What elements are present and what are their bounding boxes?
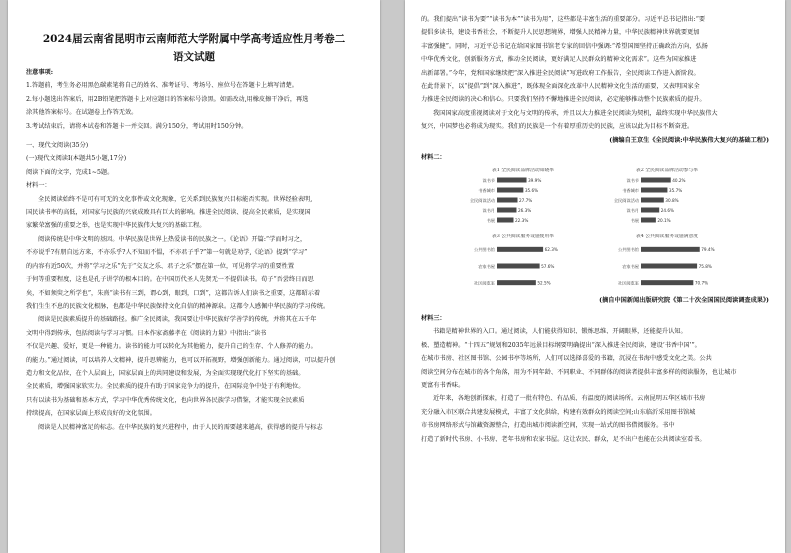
category-label: 书香城市 (478, 188, 495, 194)
exam-subtitle: 语文试题 (173, 51, 215, 63)
data-label: 22.3% (515, 218, 529, 224)
category-label: 读书月 (626, 208, 639, 214)
text-line: 阅读是民族素质提升的基础路径。推广全民阅读，我国要让中华民族好学善学的传统，并将其在五千年 (38, 316, 317, 324)
notice-line: 涂其他答案标号。在试题卷上作答无效。 (26, 109, 138, 117)
chart-2-svg (601, 175, 733, 225)
text-line: 在此背景下，以“提倡”到“深入推进”，既体现全面深化改革中人民精神文化生活的需要，又表明国家全 (421, 83, 700, 91)
exam-title: 2024届云南省昆明市云南师范大学附属中学高考适应性月考卷二 (42, 33, 346, 45)
bar (497, 198, 517, 203)
bar (497, 281, 536, 286)
chart-4 (601, 234, 733, 292)
chart-3-svg (457, 241, 589, 291)
notice-line: 1.答题前，考生务必用黑色碳素笔将自己的姓名、准考证号、考场号、座位号在答题卡上填写清楚。 (26, 82, 298, 90)
category-label: 公共图书馆 (474, 247, 495, 253)
bar (497, 188, 523, 193)
text-line: 力推进全民阅读的决心和信心。只要我们坚持不懈地推进全民阅读，必定能够推动整个民族素质的提升。 (421, 96, 706, 104)
category-label: 公共图书馆 (618, 247, 639, 253)
text-line: 阅读是人民精神富足的标志。在中华民族的复兴进程中，由于人民的需要越来越高，获得感的提升与标志 (38, 423, 323, 431)
text-line: 的能力。”通过阅读，可以培养人文精神，提升思辨能力，也可以开拓视野，增强创新能力。通过阅读，可以提升创 (26, 356, 336, 364)
data-label: 70.7% (694, 281, 709, 287)
text-line: 文明中得到传承，包括阅读与学习习惯。日本作家斋藤孝在《阅读的力量》中指出:“读书 (26, 329, 267, 337)
material-one-label: 材料一： (26, 182, 51, 190)
text-line: 我国国家高度重视阅读对于文化与文明的传承，并且以大力推进全民阅读为契机，最终实现中华民族伟大 (433, 109, 718, 117)
exam-page-one (8, 0, 380, 553)
text-line: 的内容有近50次，并将“学习之乐”先于“交友之乐、君子之乐”摆在第一位，可见将学习的重要性置 (26, 262, 295, 270)
category-label: 全民阅读活动 (469, 198, 495, 204)
text-line: 不亦说乎?有朋自远方来，不亦乐乎?人不知而不愠，不亦君子乎?”第一句就是劝学,《论语》提到“学习” (26, 249, 308, 257)
data-label: 26.3% (517, 208, 532, 214)
text-line: 国民读书率的高低，对国家与民族的兴衰成败具有巨大的影响。推进全民阅读、提高全民素质，是实现国 (26, 209, 311, 217)
category-label: 书展 (630, 218, 639, 224)
text-line: 于何等重要程度，这也是孔子讲学的根本目的。在中国历代圣人先贤无一不提倡读书。荀子“吾尝终日而思 (26, 276, 314, 284)
chart-title: 表1 全民阅读品牌活动知晓率 (491, 168, 555, 174)
text-line: 全民素质，增强国家软实力。全民素质的提升有助于国家竞争力的提升，在国际竞争中处于有利地位。 (26, 383, 305, 391)
text-line: 丰富强健”。同时，习近平总书记在给国家图书馆老专家的回信中强调:“希望国图坚持正确政治方向，弘扬 (421, 42, 708, 50)
chart-title: 表2 全民阅读品牌活动参与率 (635, 168, 699, 174)
category-label: 全民阅读活动 (613, 198, 639, 204)
data-label: 35.7% (668, 188, 683, 194)
text-line: 持续提高，在国家层面上形成良好的文化氛围。 (26, 410, 156, 418)
text-line: 全民阅读始终不是可有可无的文化事件或文化现象，它关系到民族复兴目标能否实现。世界经验表明, (38, 195, 313, 203)
text-line: 矣，不如须臾之所学也”，朱熹“读书有三到，谓心到，眼到，口到”，这都告诉人们读书之重要，这都昭示着 (26, 289, 321, 297)
data-label: 24.6% (660, 208, 675, 214)
source-citation: (摘编自王京生《全民阅读:中华民族伟大复兴的基础工程》) (609, 136, 769, 144)
data-label: 40.2% (672, 178, 686, 184)
chart-title: 表4 公共阅读服务设施满意度 (635, 234, 699, 240)
category-label: 读书节 (626, 178, 639, 184)
bar (641, 281, 693, 286)
section-heading: 一、现代文阅读(35分) (26, 142, 89, 150)
chart-1-svg (457, 175, 589, 225)
text-line: 造力和文化品位，在个人层面上，国家层面上的共同建设和发展，为全面实现现代化打下坚实的基础。 (26, 369, 305, 377)
material-three-label: 材料三： (421, 314, 446, 322)
chart-1 (457, 168, 589, 226)
text-line: 充分融入市区联合共建发展模式，丰富了文化供给，构建有效群众的阅读空间;山东临沂采用图书馆城 (421, 408, 696, 416)
bar (497, 218, 514, 223)
text-line: 不仅是兴趣、爱好，更是一种能力。读书的能力可以转化为其他能力，提升自己的生存、个人修养的能力。 (26, 343, 317, 351)
text-line: 我们生生不息的民族文化根脉，也都是中华民族保持文化自信的精神源泉。这都令人感佩中华民族的学习传统。 (26, 302, 330, 310)
text-line: 中华优秀文化，创新服务方式，推动全民阅读，更好满足人民群众的精神文化需求”。这些为国家推进 (421, 56, 697, 64)
bar (641, 264, 697, 269)
bar (641, 218, 656, 223)
category-label: 农家书屋 (622, 264, 639, 270)
bar (497, 247, 543, 252)
bar (641, 208, 659, 213)
category-label: 读书月 (482, 208, 495, 214)
data-label: 52.5% (537, 281, 551, 287)
text-line: 近年来，各地创新探索，打造了一批有特色、有品质、有温度的阅读场所。云南昆明五华区城市书房 (433, 395, 706, 403)
text-line: 阅读传统是中华文明的基因。中华民族是世界上热爱读书的民族之一。《论语》开篇:“学而时习之， (38, 235, 307, 243)
exam-page-two (405, 0, 785, 553)
reading-instruction: 阅读下面的文字，完成1~5题。 (26, 168, 114, 176)
chart-2 (601, 168, 733, 226)
bar (497, 264, 540, 269)
text-line: 在城市书房、社区图书馆、公园书亭等场所，人们可以选择喜爱的书籍，沉浸在书海中感受文化之美。公共 (421, 355, 712, 363)
text-line: 家繁荣富强的重要之举，也是实现中华民族伟大复兴的基础工程。 (26, 222, 206, 230)
chart-source-citation: (摘自中国新闻出版研究院《第二十次全国国民阅读调查成果》) (599, 297, 769, 305)
text-line: 极、塑造精神。“十四五”规划和2035年远景目标纲要明确提出“深入推进全民阅读，建设‘书香中国’”。 (421, 341, 701, 349)
text-line: 只有以读书为基础和基本方式，学习中华优秀传统文化，也向世界各民族学习借鉴，才能实现全民素质 (26, 396, 305, 404)
bar (641, 188, 667, 193)
text-line: 的。我们提出“读书为要”“读书为本”“读书为用”，这些都是丰富生活的重要部分。习近平总书记指出:“要 (421, 16, 706, 23)
text-line: 书籍是精神世界的入口。通过阅读，人们能获得知识、锻炼思维、开阔眼界，还能提升认知。 (433, 328, 687, 336)
text-line: 阅读空间分布在城市的各个角落，用为不同年龄、不同职业、不同群体的阅读者提供丰富多样的阅读服务，也让城市 (421, 368, 737, 376)
text-line: 市书房网络形式与馆藏资源整合，打造出城市阅读新空间，实现一站式的图书借阅服务。书中 (421, 422, 675, 430)
text-line: 打造了新时代书房、小书房、老年书房和农家书屋。这让农民、群众，足不出户也能在公共阅读室看书。 (421, 435, 706, 443)
category-label: 书香城市 (622, 188, 639, 194)
text-line: 复兴，中国梦也必将成为现实。我们的民族是一个有着厚重历史的民族，应该以此为目标不断奋进。 (421, 123, 694, 131)
bar (641, 198, 664, 203)
bar (497, 178, 527, 183)
subsection-heading: (一)现代文阅读Ⅰ(本题共5小题,17分) (26, 155, 127, 163)
category-label: 书展 (486, 218, 495, 224)
category-label: 农家书屋 (478, 264, 495, 270)
text-line: 出新部署。”今年，党和国家继续把“深入推进全民阅读”写进政府工作报告，全民阅读工作进入新阶段。 (421, 69, 700, 77)
notice-line: 3.考试结束后，请将本试卷和答题卡一并交回。满分150分，考试用时150分钟。 (26, 122, 248, 130)
data-label: 20.1% (657, 218, 671, 224)
data-label: 62.3% (544, 247, 558, 253)
text-line: 更富有书香味。 (421, 381, 465, 389)
data-label: 57.6% (541, 264, 555, 270)
material-two-label: 材料二： (421, 154, 446, 162)
survey-charts (457, 168, 733, 294)
category-label: 读书节 (482, 178, 495, 184)
bar (641, 247, 700, 252)
text-line: 提倡多读书，建设书香社会，不断提升人民思想境界，增强人民精神力量，中华民族精神世界就要更加 (421, 29, 700, 37)
chart-title: 表3 公共阅读服务设施使用率 (491, 234, 555, 240)
notice-heading: 注意事项: (26, 69, 54, 76)
category-label: 社区阅览室 (474, 281, 495, 287)
data-label: 39.9% (528, 178, 542, 184)
chart-3 (457, 234, 589, 292)
chart-4-svg (601, 241, 733, 291)
category-label: 社区阅览室 (618, 281, 639, 287)
data-label: 35.6% (524, 188, 539, 194)
data-label: 27.7% (518, 198, 533, 204)
data-label: 79.4% (701, 247, 715, 253)
bar (497, 208, 516, 213)
data-label: 75.8% (698, 264, 712, 270)
data-label: 30.8% (665, 198, 679, 204)
bar (641, 178, 671, 183)
notice-line: 2.每小题选出答案后，用2B铅笔把答题卡上对应题目的答案标号涂黑。如需改动,用橡皮擦干净后，再选 (26, 95, 309, 103)
